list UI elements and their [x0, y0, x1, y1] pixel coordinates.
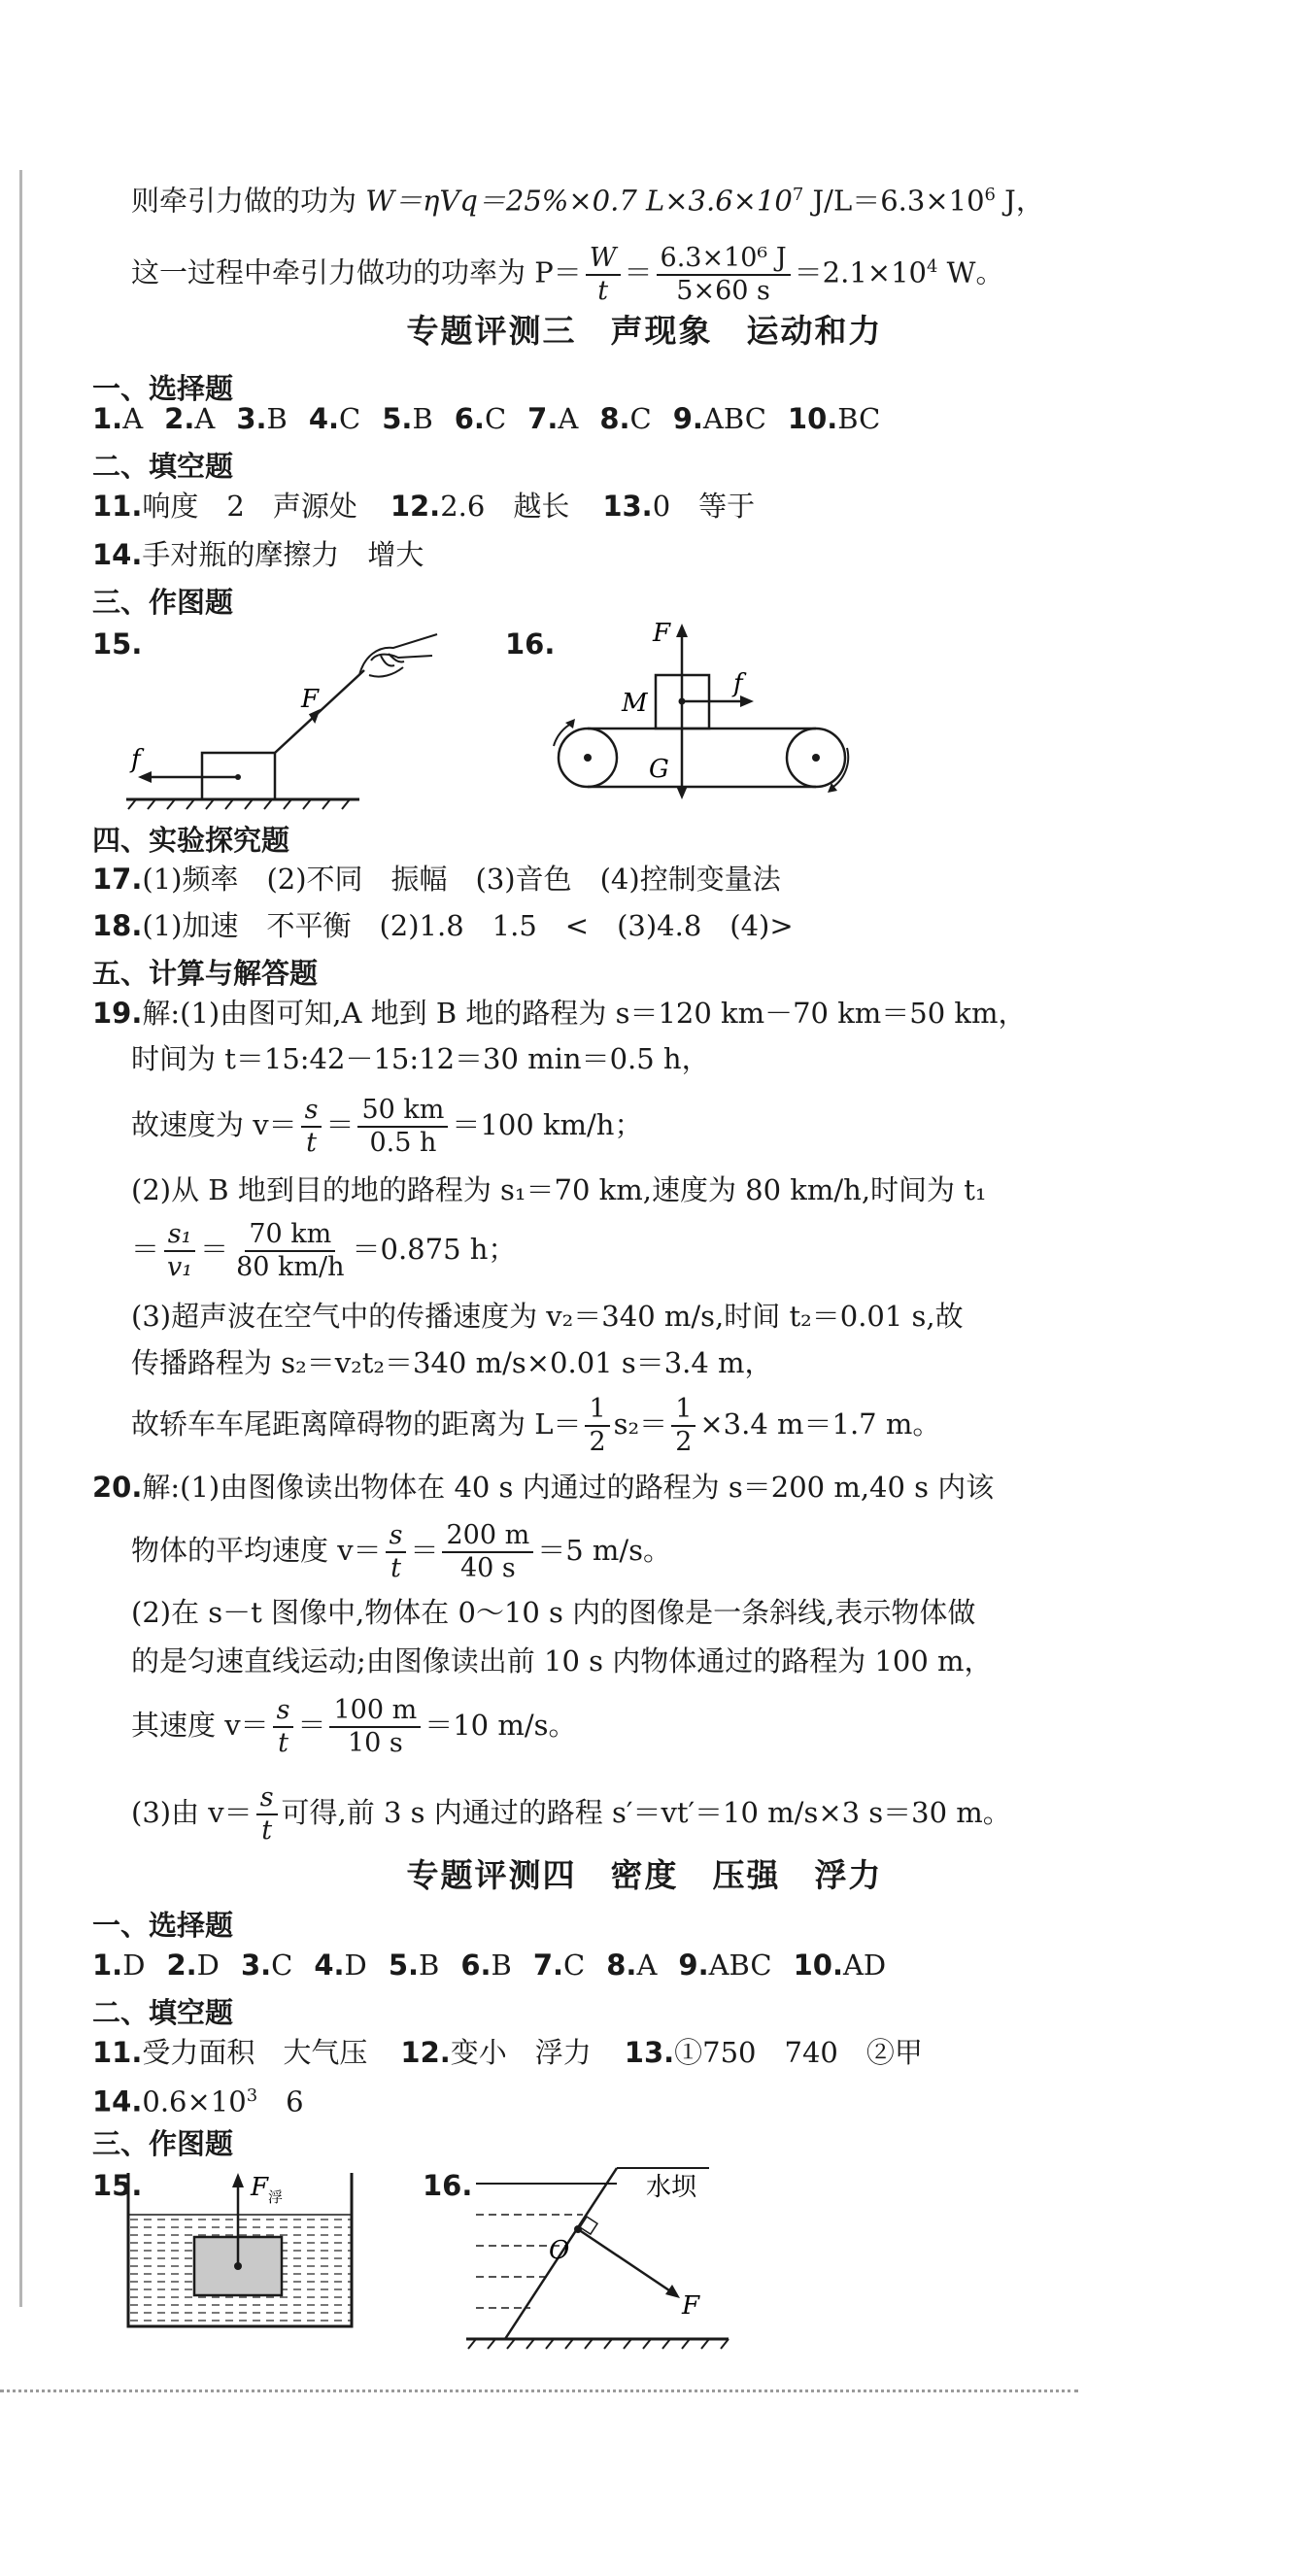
point-o-label: O	[549, 2236, 570, 2265]
choice-answer	[236, 402, 288, 435]
choice-number: 2.	[164, 402, 195, 435]
choice-letter: D	[122, 1949, 146, 1982]
choice-letter: B	[491, 1949, 512, 1982]
section4-drawing-16-label: 16.	[423, 2169, 473, 2202]
fraction: $\frac{100 m}{10 s}$	[329, 1695, 421, 1759]
section3-drawing-16-label: 16.	[505, 627, 556, 661]
choice-letter: A	[558, 402, 579, 435]
friction-label: f	[131, 745, 141, 774]
choice-answer	[166, 1949, 219, 1982]
q19-line3: 故速度为 v＝ $\frac{s}{t}$ ＝ $\frac{50 km}{0.5 h}$ ＝100 km/h；	[131, 1095, 643, 1158]
fraction: $\frac{50 km}{0.5 h}$	[357, 1095, 448, 1159]
section4-heading-drawing: 三、作图题	[92, 2127, 234, 2160]
choice-letter: AD	[842, 1949, 887, 1982]
choice-answer	[527, 402, 578, 435]
q19-line7: 传播路程为 s₂＝v₂t₂＝340 m/s×0.01 s＝3.4 m，	[131, 1346, 773, 1379]
choice-number: 5.	[382, 402, 413, 435]
choice-number: 7.	[527, 402, 559, 435]
section3-q18: 18.(1)加速 不平衡 (2)1.8 1.5 < (3)4.8 (4)>	[92, 909, 794, 942]
section3-heading-experiment: 四、实验探究题	[92, 824, 290, 857]
choice-answer	[309, 402, 360, 435]
choice-letter: A	[194, 402, 216, 435]
section3-heading-fill: 二、填空题	[92, 450, 234, 483]
choice-number: 8.	[606, 1949, 637, 1982]
section4-choice-answers	[92, 1948, 907, 1983]
choice-answer	[92, 402, 143, 435]
fraction: $\frac{1}{2}$	[671, 1394, 695, 1458]
choice-answer	[533, 1949, 585, 1982]
normal-force-label: F	[653, 619, 671, 648]
choice-number: 2.	[166, 1949, 197, 1982]
buoyancy-force-label: F	[251, 2173, 269, 2202]
section4-title: 专题评测四 密度 压强 浮力	[406, 1856, 883, 1894]
choice-number: 1.	[92, 1949, 123, 1982]
choice-number: 6.	[460, 1949, 492, 1982]
choice-number: 9.	[672, 402, 703, 435]
section3-q17: 17.(1)频率 (2)不同 振幅 (3)音色 (4)控制变量法	[92, 863, 781, 896]
choice-letter: C	[629, 402, 652, 435]
choice-number: 8.	[599, 402, 630, 435]
section3-drawing-15-label: 15.	[92, 627, 143, 661]
choice-letter: A	[636, 1949, 658, 1982]
q19-line1: 19.解:(1)由图可知,A 地到 B 地的路程为 s＝120 km－70 km＝50 km，	[92, 997, 1027, 1030]
choice-answer	[673, 402, 766, 435]
fraction: $\frac{1}{2}$	[585, 1394, 609, 1458]
choice-answer	[599, 402, 651, 435]
choice-letter: C	[339, 402, 361, 435]
choice-answer	[455, 402, 506, 435]
dam-pressure-diagram	[457, 2156, 748, 2351]
choice-letter: B	[266, 402, 288, 435]
choice-answer	[794, 1949, 887, 1982]
fraction: $\frac{\text{6.3×10⁶ J}}{5\times 60 s}$	[657, 243, 791, 307]
friction-pull-diagram	[117, 617, 466, 811]
choice-answer	[460, 1949, 512, 1982]
choice-letter: ABC	[708, 1949, 772, 1982]
q20-line2: 物体的平均速度 v＝ $\frac{s}{t}$ ＝ $\frac{200 m}{40 s}$ ＝5 m/s。	[131, 1520, 672, 1583]
section4-drawing-15-label: 15.	[92, 2169, 143, 2202]
fraction: $\frac{s}{t}$	[386, 1520, 407, 1584]
choice-number: 5.	[388, 1949, 420, 1982]
fraction: $\frac{s}{t}$	[256, 1782, 278, 1847]
buoyancy-subscript: 浮	[268, 2188, 284, 2206]
fraction: $\frac{s}{t}$	[273, 1695, 294, 1759]
choice-number: 10.	[793, 1949, 843, 1982]
choice-number: 1.	[92, 402, 123, 435]
section4-fill-line2: $14.0.6\times 10^3$ 6	[92, 2085, 304, 2118]
choice-answer	[92, 1949, 145, 1982]
section3-heading-calc: 五、计算与解答题	[92, 957, 319, 990]
section3-choice-answers	[92, 401, 901, 436]
conveyor-belt-diagram	[534, 612, 874, 806]
q20-line1: 20.解:(1)由图像读出物体在 40 s 内通过的路程为 s＝200 m,40 s 内该	[92, 1471, 995, 1504]
margin-rule	[19, 170, 22, 2307]
choice-number: 4.	[308, 402, 340, 435]
choice-answer	[389, 1949, 440, 1982]
pull-force-label: F	[301, 685, 320, 714]
choice-number: 7.	[532, 1949, 564, 1982]
buoyancy-diagram	[117, 2161, 369, 2336]
choice-letter: C	[563, 1949, 586, 1982]
q20-line5: 其速度 v＝ $\frac{s}{t}$ ＝ $\frac{100 m}{10 s}$ ＝10 m/s。	[131, 1695, 577, 1758]
section3-title: 专题评测三 声现象 运动和力	[406, 312, 883, 350]
q19-line5: ＝ $\frac{\text{s₁}}{\text{v₁}}$ ＝ $\frac{70 km}{80 km/h}$ ＝0.875 h；	[131, 1219, 517, 1282]
fraction: $\frac{\text{s₁}}{\text{v₁}}$	[163, 1219, 196, 1283]
section4-fill-line1: 11.受力面积 大气压 12.变小 浮力 13.①750 740 ②甲	[92, 2036, 923, 2069]
hand-icon	[359, 634, 437, 677]
choice-number: 10.	[787, 402, 838, 435]
choice-answer	[788, 402, 880, 435]
choice-letter: A	[122, 402, 144, 435]
fraction: $\frac{70 km}{80 km/h}$	[236, 1219, 345, 1282]
choice-letter: C	[484, 402, 507, 435]
section4-heading-fill: 二、填空题	[92, 1996, 234, 2029]
intro-power-line: 这一过程中牵引力做功的功率为 P＝ $\frac{W}{t}$ ＝ $\frac{\text{6.3×10⁶ J}}{5\times 60 s}$ $=2.1\times 10^4$ W。	[131, 242, 1004, 306]
choice-answer	[314, 1949, 366, 1982]
intro-work-line: 则牵引力做的功为 W＝ηVq＝25%×0.7 $L\times 3.6\times 10^7$ $J/L=6.3\times 10^6$ J，	[131, 184, 1044, 218]
choice-answer	[678, 1949, 771, 1982]
section3-fill-line1: 11.响度 2 声源处 12.2.6 越长 13.0 等于	[92, 490, 756, 523]
choice-letter: ABC	[702, 402, 766, 435]
fraction: $\frac{200 m}{40 s}$	[442, 1520, 533, 1584]
section3-heading-drawing: 三、作图题	[92, 586, 234, 619]
choice-letter: B	[412, 402, 433, 435]
choice-letter: D	[344, 1949, 367, 1982]
q20-line3: (2)在 s－t 图像中,物体在 0～10 s 内的图像是一条斜线,表示物体做	[131, 1596, 976, 1629]
q19-line8: 故轿车车尾距离障碍物的距离为 L＝ $\frac{1}{2}$ s₂＝ $\frac{1}{2}$ ×3.4 m＝1.7 m。	[131, 1394, 941, 1457]
choice-number: 3.	[240, 1949, 272, 1982]
friction-label-16: f	[733, 669, 743, 698]
choice-answer	[606, 1949, 657, 1982]
mass-label: M	[622, 689, 648, 718]
choice-number: 3.	[236, 402, 267, 435]
choice-letter: B	[419, 1949, 440, 1982]
fraction: $\frac{s}{t}$	[301, 1095, 322, 1159]
q19-line4: (2)从 B 地到目的地的路程为 s₁＝70 km,速度为 80 km/h,时间为 t₁	[131, 1173, 987, 1206]
section4-heading-choice: 一、选择题	[92, 1909, 234, 1942]
choice-number: 4.	[314, 1949, 345, 1982]
dam-label: 水坝	[646, 2173, 697, 2202]
gravity-label: G	[649, 755, 669, 784]
choice-answer	[164, 402, 215, 435]
q20-line4: 的是匀速直线运动;由图像读出前 10 s 内物体通过的路程为 100 m，	[131, 1644, 993, 1678]
q19-line2: 时间为 t＝15:42－15:12＝30 min＝0.5 h，	[131, 1042, 710, 1075]
pressure-arrow	[578, 2229, 672, 2292]
fraction: $\frac{W}{t}$	[586, 243, 621, 307]
q19-line6: (3)超声波在空气中的传播速度为 v₂＝340 m/s,时间 t₂＝0.01 s,故	[131, 1300, 964, 1333]
choice-answer	[241, 1949, 292, 1982]
choice-number: 6.	[454, 402, 485, 435]
choice-letter: D	[196, 1949, 220, 1982]
choice-letter: C	[271, 1949, 293, 1982]
pressure-force-label: F	[682, 2291, 700, 2321]
q20-line6: (3)由 v＝ $\frac{s}{t}$ 可得,前 3 s 内通过的路程 s′＝vt′＝10 m/s×3 s＝30 m。	[131, 1782, 1011, 1846]
section3-heading-choice: 一、选择题	[92, 372, 234, 405]
choice-number: 9.	[678, 1949, 709, 1982]
bottom-dotted-rule	[0, 2390, 1078, 2392]
section3-fill-line2: 14.手对瓶的摩擦力 增大	[92, 538, 424, 571]
rope	[275, 670, 364, 753]
choice-letter: BC	[837, 402, 881, 435]
choice-answer	[382, 402, 433, 435]
